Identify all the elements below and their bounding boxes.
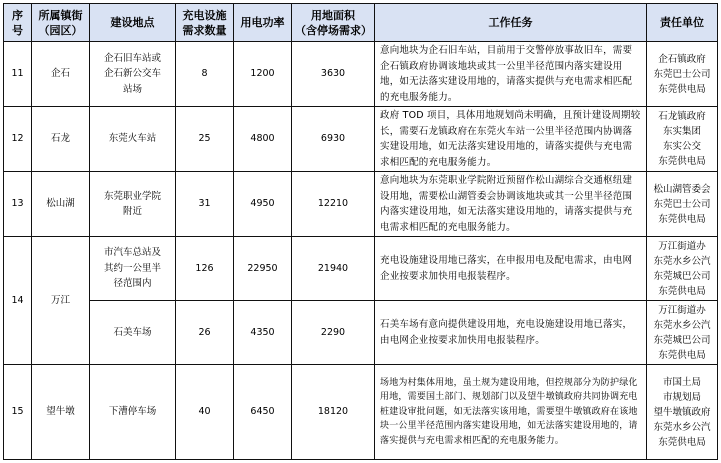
header-area: 用地面积 （含停场需求） [292, 4, 375, 42]
cell-town: 石龙 [32, 107, 90, 172]
cell-unit: 万江街道办 东莞水乡公汽 东莞城巴公司 东莞供电局 [647, 301, 718, 365]
cell-unit: 市国土局 市规划局 望牛墩镇政府 东莞水乡公汽 东莞供电局 [647, 365, 718, 460]
header-row [4, 4, 718, 42]
header-qty: 充电设施 需求数量 [176, 4, 234, 42]
table-row [4, 42, 718, 107]
cell-seq: 11 [4, 42, 32, 107]
cell-task: 政府 TOD 项目，具体用地规划尚未明确，且预计建设周期较长，需要石龙镇政府在东莞火车站一公里半径范围内协调落实建设用地，如无法落实建设用地的，请落实提供与充电需求相匹配的充电服务能力。 [375, 107, 647, 172]
cell-unit: 万江街道办 东莞水乡公汽 东莞城巴公司 东莞供电局 [647, 237, 718, 301]
cell-power: 4800 [234, 107, 292, 172]
cell-task: 石美车场有意向提供建设用地，充电设施建设用地已落实，由电网企业按要求加快用电报装程序。 [375, 301, 647, 365]
cell-qty: 40 [176, 365, 234, 460]
cell-qty: 26 [176, 301, 234, 365]
cell-area: 2290 [292, 301, 375, 365]
cell-town: 松山湖 [32, 172, 90, 237]
cell-qty: 31 [176, 172, 234, 237]
header-task: 工作任务 [375, 4, 647, 42]
cell-qty: 8 [176, 42, 234, 107]
cell-task: 意向地块为企石旧车站，目前用于交警停放事故旧车，需要企石镇政府协调该地块或其一公里半径范围内落实建设用地，如无法落实建设用地的，请落实提供与充电需求相匹配的充电服务能力。 [375, 42, 647, 107]
cell-power: 22950 [234, 237, 292, 301]
cell-site: 石美车场 [90, 301, 176, 365]
cell-qty: 25 [176, 107, 234, 172]
cell-power: 4350 [234, 301, 292, 365]
cell-unit: 石龙镇政府 东实集团 东实公交 东莞供电局 [647, 107, 718, 172]
header-seq: 序号 [4, 4, 32, 42]
cell-seq: 12 [4, 107, 32, 172]
table-row [4, 107, 718, 172]
cell-task: 场地为村集体用地，虽土规为建设用地，但控规部分为防护绿化用地，需要国土部门、规划部门以及望牛墩镇政府共同协调充电桩建设审批问题，如无法落实该用地，需要望牛墩镇政府在该地块一公里半径范围内落实建设用地，如无法落实建设用地的，请落实提供与充电需求相匹配的充电服务能力。 [375, 365, 647, 460]
table-row [4, 301, 718, 365]
cell-power: 6450 [234, 365, 292, 460]
cell-power: 4950 [234, 172, 292, 237]
cell-site: 市汽车总站及 其约一公里半 径范围内 [90, 237, 176, 301]
table-row [4, 172, 718, 237]
header-town: 所属镇街 （园区） [32, 4, 90, 42]
cell-seq: 14 [4, 237, 32, 365]
cell-town: 企石 [32, 42, 90, 107]
cell-area: 18120 [292, 365, 375, 460]
cell-task: 充电设施建设用地已落实，在申报用电及配电需求，由电网企业按要求加快用电报装程序。 [375, 237, 647, 301]
cell-area: 6930 [292, 107, 375, 172]
cell-site: 下漕停车场 [90, 365, 176, 460]
cell-town: 望牛墩 [32, 365, 90, 460]
charging-facility-table [3, 3, 718, 460]
cell-unit: 松山湖管委会 东莞巴士公司 东莞供电局 [647, 172, 718, 237]
cell-seq: 15 [4, 365, 32, 460]
cell-unit: 企石镇政府 东莞巴士公司 东莞供电局 [647, 42, 718, 107]
cell-seq: 13 [4, 172, 32, 237]
header-site: 建设地点 [90, 4, 176, 42]
table-row [4, 237, 718, 301]
header-unit: 责任单位 [647, 4, 718, 42]
cell-area: 12210 [292, 172, 375, 237]
cell-area: 3630 [292, 42, 375, 107]
table-row [4, 365, 718, 460]
cell-site: 东莞火车站 [90, 107, 176, 172]
cell-power: 1200 [234, 42, 292, 107]
cell-task: 意向地块为东莞职业学院附近预留作松山湖综合交通枢纽建设用地，需要松山湖管委会协调该地块或其一公里半径范围内落实建设用地，如无法落实建设用地的，请落实提供与充电需求相匹配的充电服务能力。 [375, 172, 647, 237]
cell-site: 东莞职业学院 附近 [90, 172, 176, 237]
header-power: 用电功率 [234, 4, 292, 42]
cell-qty: 126 [176, 237, 234, 301]
cell-area: 21940 [292, 237, 375, 301]
cell-town: 万江 [32, 237, 90, 365]
cell-site: 企石旧车站或 企石新公交车 站场 [90, 42, 176, 107]
